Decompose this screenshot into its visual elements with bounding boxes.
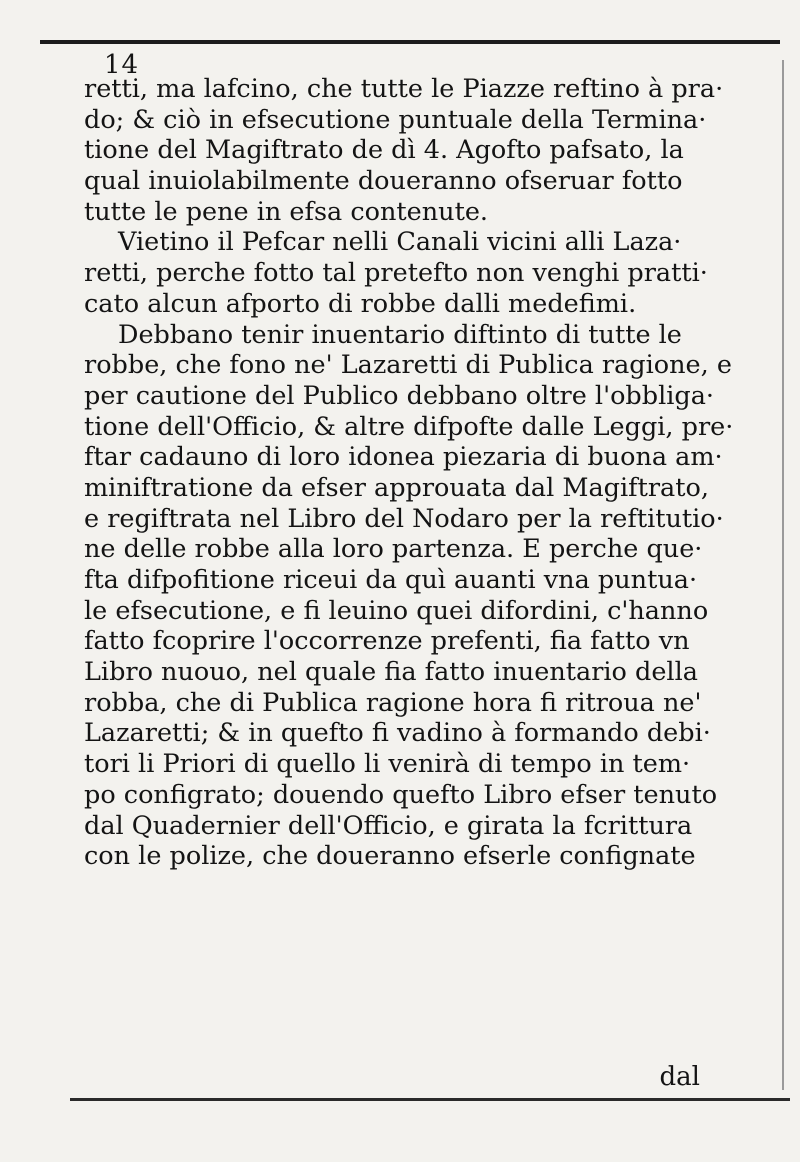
text-line: tori li Priori di quello li venirà di tempo in tem·	[84, 749, 691, 780]
text-line: robba, che di Publica ragione hora fi ritroua ne'	[84, 687, 702, 718]
text-line: Debbano tenir inuentario diftinto di tutte le	[118, 319, 682, 350]
text-line: Vietino il Pefcar nelli Canali vicini alli Laza·	[118, 227, 682, 258]
catchword: dal	[659, 1062, 700, 1092]
text-line: robbe, che fono ne' Lazaretti di Publica ragione, e	[84, 350, 732, 381]
text-line: le efsecutione, e fi leuino quei difordini, c'hanno	[84, 595, 709, 626]
text-line: miniftratione da efser approuata dal Magiftrato,	[84, 472, 709, 503]
text-line: fta difpofitione riceui da quì auanti vna puntua·	[84, 565, 698, 595]
right-margin-line	[782, 60, 784, 1090]
text-line: Libro nuouo, nel quale fia fatto inuentario della	[84, 657, 698, 688]
text-line: dal Quadernier dell'Officio, e girata la fcrittura	[84, 810, 693, 841]
text-line: Lazaretti; & in quefto fi vadino à formando debi·	[84, 718, 711, 749]
text-line: retti, perche fotto tal pretefto non venghi pratti·	[84, 258, 708, 289]
text-line: do; & ciò in efsecutione puntuale della Termina·	[84, 104, 707, 135]
bottom-rule	[70, 1098, 790, 1101]
text-line: ne delle robbe alla loro partenza. E perche que·	[84, 534, 703, 565]
text-line: cato alcun afporto di robbe dalli medefimi.	[84, 288, 637, 319]
text-line: po configrato; douendo quefto Libro efser tenuto	[84, 779, 718, 810]
top-rule	[40, 40, 780, 44]
text-line: e regiftrata nel Libro del Nodaro per la reftitutio·	[84, 503, 724, 534]
text-line: retti, ma lafcino, che tutte le Piazze reftino à pra·	[84, 74, 724, 104]
text-line: qual inuiolabilmente doueranno ofseruar fotto	[84, 166, 683, 197]
text-line: tutte le pene in efsa contenute.	[84, 196, 489, 227]
text-line: tione del Magiftrato de dì 4. Agofto pafsato, la	[84, 135, 684, 166]
text-line: fatto fcoprire l'occorrenze prefenti, fia fatto vn	[84, 626, 690, 657]
text-line: ftar cadauno di loro idonea piezaria di buona am·	[84, 442, 723, 473]
text-line: con le polize, che doueranno efserle confignate	[84, 841, 696, 872]
text-line: tione dell'Officio, & altre difpofte dalle Leggi, pre·	[84, 411, 734, 442]
page-number: 14	[104, 50, 140, 80]
body-text	[84, 74, 774, 1074]
text-line: per cautione del Publico debbano oltre l'obbliga·	[84, 380, 715, 411]
